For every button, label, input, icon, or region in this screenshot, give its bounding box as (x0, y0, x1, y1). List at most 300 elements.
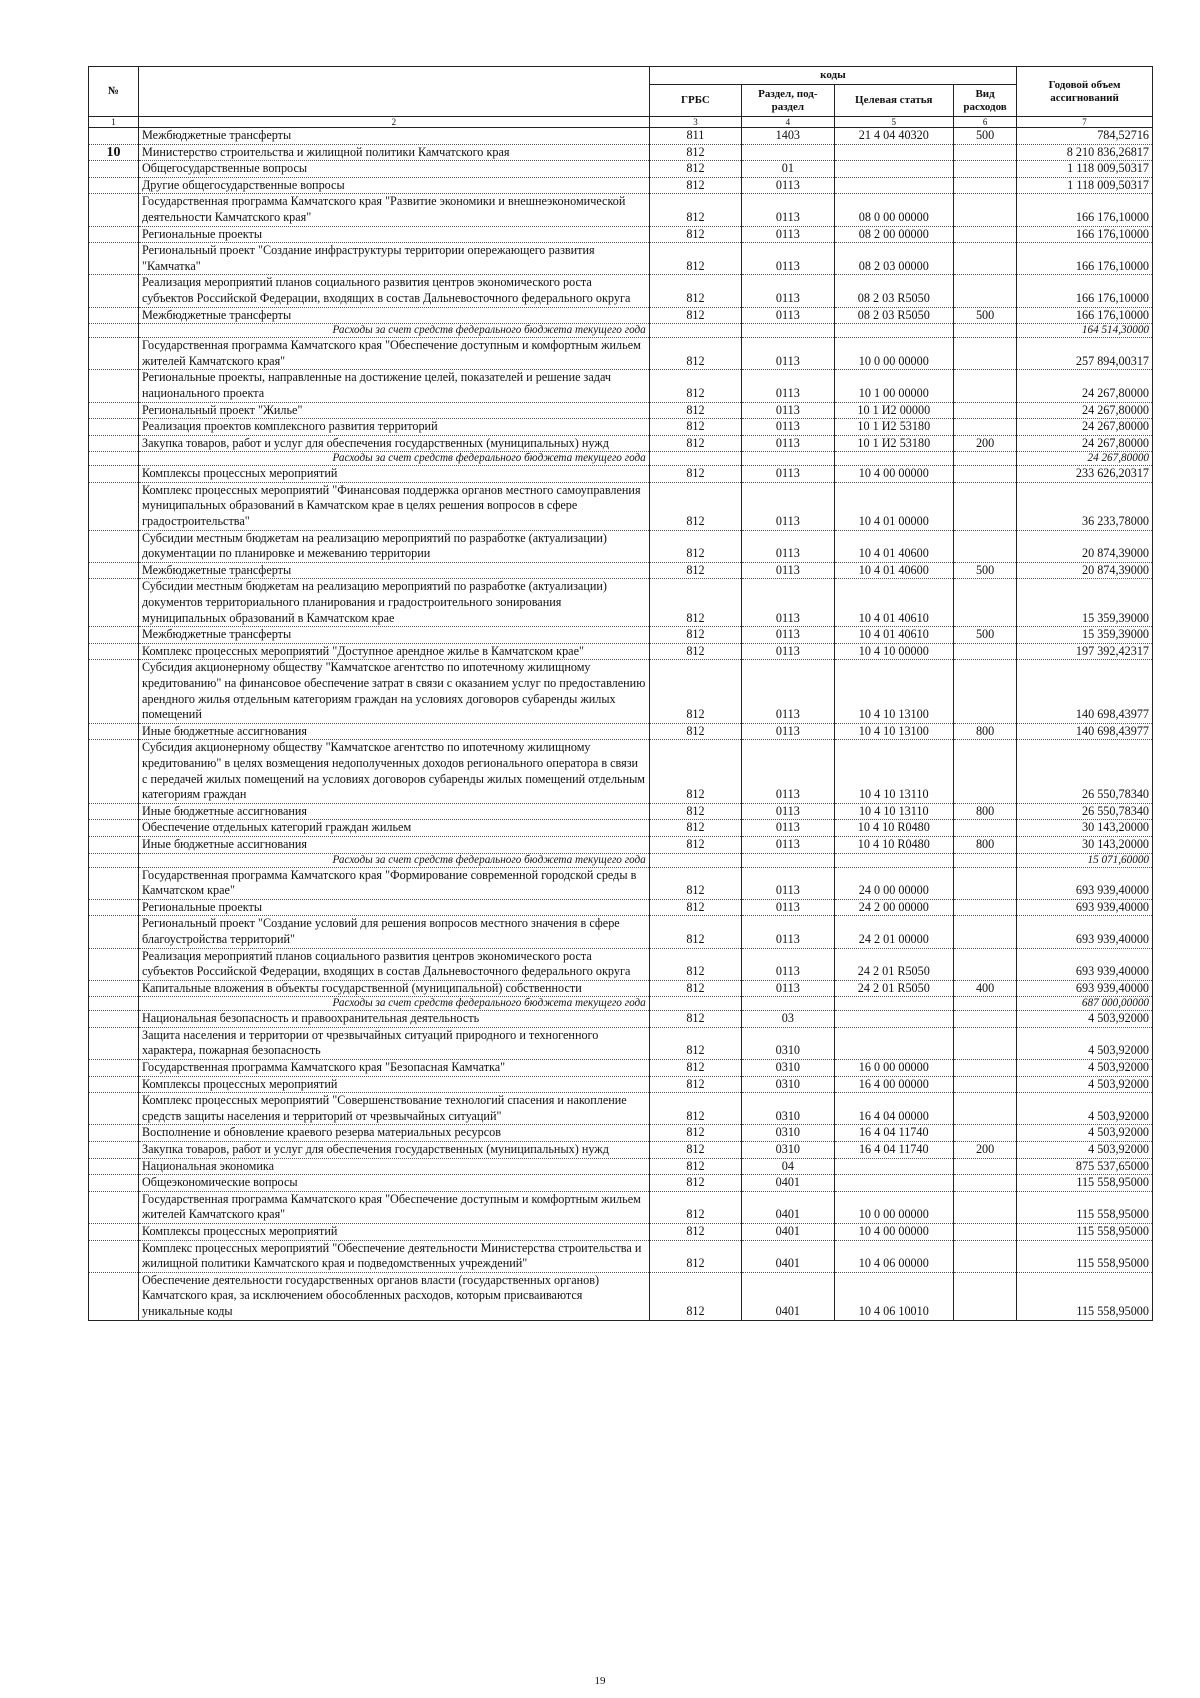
row-grbs: 812 (649, 1093, 741, 1125)
row-grbs: 812 (649, 226, 741, 243)
row-number (89, 723, 139, 740)
row-target-article (834, 853, 954, 867)
row-expense-type (954, 867, 1017, 899)
row-name: Региональный проект "Жилье" (138, 402, 649, 419)
note-row (89, 853, 1153, 867)
row-target-article: 21 4 04 40320 (834, 128, 954, 145)
row-amount: 693 939,40000 (1017, 916, 1153, 948)
row-number (89, 740, 139, 803)
row-grbs (649, 324, 741, 338)
row-amount: 166 176,10000 (1017, 307, 1153, 324)
row-target-article: 10 0 00 00000 (834, 1191, 954, 1223)
table-row (89, 1240, 1153, 1272)
row-target-article: 10 1 00 00000 (834, 370, 954, 402)
row-grbs: 812 (649, 916, 741, 948)
row-section: 0113 (742, 916, 834, 948)
row-number (89, 338, 139, 370)
row-number (89, 1158, 139, 1175)
table-row (89, 275, 1153, 307)
row-amount: 4 503,92000 (1017, 1027, 1153, 1059)
row-number (89, 867, 139, 899)
row-section: 0113 (742, 226, 834, 243)
row-grbs: 812 (649, 1076, 741, 1093)
table-row (89, 307, 1153, 324)
row-section: 0113 (742, 177, 834, 194)
row-grbs: 812 (649, 161, 741, 178)
row-expense-type: 200 (954, 435, 1017, 452)
row-expense-type: 500 (954, 562, 1017, 579)
row-number (89, 275, 139, 307)
row-grbs: 812 (649, 1011, 741, 1028)
row-grbs: 812 (649, 579, 741, 627)
row-expense-type (954, 660, 1017, 723)
row-name: Другие общегосударственные вопросы (138, 177, 649, 194)
row-grbs: 812 (649, 1125, 741, 1142)
row-name: Общеэкономические вопросы (138, 1175, 649, 1192)
row-number (89, 226, 139, 243)
row-target-article: 10 4 06 00000 (834, 1240, 954, 1272)
row-number (89, 435, 139, 452)
row-grbs: 812 (649, 740, 741, 803)
row-number (89, 1272, 139, 1320)
row-expense-type (954, 820, 1017, 837)
row-section: 0113 (742, 307, 834, 324)
row-amount: 15 359,39000 (1017, 579, 1153, 627)
row-section: 0310 (742, 1060, 834, 1077)
row-name: Субсидия акционерному обществу "Камчатское агентство по ипотечному жилищному кредитованию" в целях возмещения недополученных доходов регионального оператора в связи с передачей жилых помещений на условиях договоров субаренды жилых помещений отдельным категориям граждан (138, 740, 649, 803)
row-expense-type (954, 1240, 1017, 1272)
row-expense-type (954, 243, 1017, 275)
row-target-article (834, 324, 954, 338)
row-grbs: 812 (649, 948, 741, 980)
table-row (89, 161, 1153, 178)
row-grbs: 812 (649, 980, 741, 997)
row-section: 0401 (742, 1175, 834, 1192)
row-target-article: 10 4 06 10010 (834, 1272, 954, 1320)
row-section: 0113 (742, 948, 834, 980)
row-name: Межбюджетные трансферты (138, 627, 649, 644)
row-section: 0310 (742, 1027, 834, 1059)
row-name: Обеспечение отдельных категорий граждан жильем (138, 820, 649, 837)
row-number (89, 820, 139, 837)
row-grbs: 812 (649, 627, 741, 644)
row-target-article: 24 2 00 00000 (834, 899, 954, 916)
table-row (89, 338, 1153, 370)
row-name: Межбюджетные трансферты (138, 562, 649, 579)
row-target-article: 16 4 04 11740 (834, 1142, 954, 1159)
row-section: 1403 (742, 128, 834, 145)
row-name: Государственная программа Камчатского края "Обеспечение доступным и комфортным жильем жителей Камчатского края" (138, 1191, 649, 1223)
row-name: Общегосударственные вопросы (138, 161, 649, 178)
row-amount: 693 939,40000 (1017, 948, 1153, 980)
row-amount: 24 267,80000 (1017, 402, 1153, 419)
row-name: Реализация проектов комплексного развития территорий (138, 419, 649, 436)
row-number (89, 1093, 139, 1125)
row-amount: 24 267,80000 (1017, 452, 1153, 466)
row-expense-type (954, 144, 1017, 161)
row-amount: 1 118 009,50317 (1017, 161, 1153, 178)
row-section: 0113 (742, 466, 834, 483)
header-colnum: 5 (834, 117, 954, 128)
row-name: Государственная программа Камчатского края "Формирование современной городской среды в Камчатском крае" (138, 867, 649, 899)
row-section (742, 853, 834, 867)
row-number (89, 627, 139, 644)
row-number (89, 402, 139, 419)
note-row (89, 997, 1153, 1011)
row-target-article: 10 4 00 00000 (834, 466, 954, 483)
table-row (89, 1027, 1153, 1059)
row-number (89, 853, 139, 867)
row-target-article: 08 0 00 00000 (834, 194, 954, 226)
note-row (89, 324, 1153, 338)
row-number (89, 1027, 139, 1059)
row-name: Комплексы процессных мероприятий (138, 466, 649, 483)
row-amount: 140 698,43977 (1017, 660, 1153, 723)
row-grbs: 812 (649, 1240, 741, 1272)
row-name: Комплекс процессных мероприятий "Финансовая поддержка органов местного самоуправления муниципальных образований в Камчатском крае в целях решения вопросов в сфере градостроительства" (138, 482, 649, 530)
row-expense-type (954, 419, 1017, 436)
row-name: Расходы за счет средств федерального бюджета текущего года (138, 853, 649, 867)
row-target-article (834, 144, 954, 161)
row-target-article: 16 4 00 00000 (834, 1076, 954, 1093)
table-row (89, 740, 1153, 803)
table-row (89, 948, 1153, 980)
row-grbs (649, 997, 741, 1011)
row-target-article (834, 1158, 954, 1175)
row-target-article: 10 4 01 40600 (834, 562, 954, 579)
table-row (89, 226, 1153, 243)
row-section: 0113 (742, 867, 834, 899)
row-grbs: 812 (649, 1060, 741, 1077)
row-expense-type (954, 1076, 1017, 1093)
row-name: Региональный проект "Создание инфраструктуры территории опережающего развития "Камчатка" (138, 243, 649, 275)
row-name: Национальная экономика (138, 1158, 649, 1175)
row-grbs: 812 (649, 307, 741, 324)
table-row (89, 1191, 1153, 1223)
row-section: 0113 (742, 275, 834, 307)
row-amount: 687 000,00000 (1017, 997, 1153, 1011)
row-target-article: 16 0 00 00000 (834, 1060, 954, 1077)
table-row (89, 1175, 1153, 1192)
row-amount: 24 267,80000 (1017, 370, 1153, 402)
row-amount: 30 143,20000 (1017, 836, 1153, 853)
row-expense-type (954, 740, 1017, 803)
row-expense-type (954, 579, 1017, 627)
row-expense-type (954, 1060, 1017, 1077)
row-section: 0113 (742, 370, 834, 402)
row-expense-type (954, 1125, 1017, 1142)
row-name: Региональные проекты, направленные на достижение целей, показателей и решение задач национального проекта (138, 370, 649, 402)
header-grbs: ГРБС (649, 85, 741, 117)
row-target-article: 10 4 10 R0480 (834, 836, 954, 853)
row-name: Субсидия акционерному обществу "Камчатское агентство по ипотечному жилищному кредитованию" на финансовое обеспечение затрат в связи с оказанием услуг по предоставлению арендного жилья отдельным категориям граждан на условиях договоров субаренды жилых помещений (138, 660, 649, 723)
row-expense-type (954, 482, 1017, 530)
row-expense-type (954, 370, 1017, 402)
row-grbs (649, 452, 741, 466)
row-section: 0113 (742, 820, 834, 837)
row-name: Государственная программа Камчатского края "Безопасная Камчатка" (138, 1060, 649, 1077)
table-row (89, 1060, 1153, 1077)
row-target-article: 16 4 04 11740 (834, 1125, 954, 1142)
row-target-article: 10 0 00 00000 (834, 338, 954, 370)
row-section: 0310 (742, 1093, 834, 1125)
row-name: Комплексы процессных мероприятий (138, 1224, 649, 1241)
table-row (89, 435, 1153, 452)
row-expense-type (954, 916, 1017, 948)
row-target-article: 10 4 01 00000 (834, 482, 954, 530)
row-name: Расходы за счет средств федерального бюджета текущего года (138, 997, 649, 1011)
row-grbs: 812 (649, 803, 741, 820)
row-section (742, 997, 834, 1011)
row-number (89, 482, 139, 530)
row-name: Расходы за счет средств федерального бюджета текущего года (138, 324, 649, 338)
row-expense-type: 200 (954, 1142, 1017, 1159)
row-amount: 693 939,40000 (1017, 980, 1153, 997)
row-target-article: 10 4 00 00000 (834, 1224, 954, 1241)
row-grbs: 812 (649, 660, 741, 723)
row-grbs: 812 (649, 1272, 741, 1320)
row-target-article: 10 1 И2 53180 (834, 419, 954, 436)
row-section: 0113 (742, 899, 834, 916)
header-colnum: 2 (138, 117, 649, 128)
row-section: 0113 (742, 338, 834, 370)
row-amount: 8 210 836,26817 (1017, 144, 1153, 161)
row-number (89, 899, 139, 916)
table-row (89, 1142, 1153, 1159)
row-section: 0113 (742, 643, 834, 660)
header-name (138, 67, 649, 117)
table-row (89, 643, 1153, 660)
row-expense-type: 400 (954, 980, 1017, 997)
row-number (89, 370, 139, 402)
row-expense-type: 500 (954, 627, 1017, 644)
row-name: Иные бюджетные ассигнования (138, 836, 649, 853)
row-amount: 784,52716 (1017, 128, 1153, 145)
row-number (89, 997, 139, 1011)
row-target-article: 08 2 03 00000 (834, 243, 954, 275)
row-number (89, 836, 139, 853)
row-target-article: 10 4 01 40610 (834, 579, 954, 627)
row-amount: 4 503,92000 (1017, 1142, 1153, 1159)
row-target-article: 08 2 03 R5050 (834, 275, 954, 307)
row-section: 0113 (742, 402, 834, 419)
row-amount: 115 558,95000 (1017, 1191, 1153, 1223)
row-target-article: 10 4 10 13110 (834, 740, 954, 803)
row-number (89, 1191, 139, 1223)
row-expense-type (954, 161, 1017, 178)
row-grbs: 812 (649, 723, 741, 740)
row-section: 0401 (742, 1240, 834, 1272)
table-row (89, 1224, 1153, 1241)
row-section: 0113 (742, 419, 834, 436)
row-target-article (834, 1175, 954, 1192)
row-name: Субсидии местным бюджетам на реализацию мероприятий по разработке (актуализации) документов территориального планирования и градостроительного зонирования муниципальных образований в Камчатском крае (138, 579, 649, 627)
table-row (89, 660, 1153, 723)
row-section: 0401 (742, 1224, 834, 1241)
row-number (89, 660, 139, 723)
row-amount: 197 392,42317 (1017, 643, 1153, 660)
row-amount: 36 233,78000 (1017, 482, 1153, 530)
row-number (89, 194, 139, 226)
row-grbs: 812 (649, 643, 741, 660)
header-colnum: 6 (954, 117, 1017, 128)
row-section: 04 (742, 1158, 834, 1175)
row-expense-type (954, 948, 1017, 980)
row-grbs: 812 (649, 419, 741, 436)
row-section (742, 144, 834, 161)
budget-rows (89, 128, 1153, 1321)
row-amount: 4 503,92000 (1017, 1125, 1153, 1142)
row-amount: 164 514,30000 (1017, 324, 1153, 338)
row-section: 0113 (742, 723, 834, 740)
row-expense-type (954, 177, 1017, 194)
row-section: 0113 (742, 660, 834, 723)
row-name: Обеспечение деятельности государственных органов власти (государственных органов) Камчатского края, за исключением обособленных расходов, которым присваиваются уникальные коды (138, 1272, 649, 1320)
table-row (89, 723, 1153, 740)
row-target-article (834, 161, 954, 178)
row-target-article: 10 1 И2 00000 (834, 402, 954, 419)
row-number (89, 466, 139, 483)
table-row (89, 1125, 1153, 1142)
table-row (89, 1076, 1153, 1093)
row-expense-type (954, 1224, 1017, 1241)
row-amount: 693 939,40000 (1017, 899, 1153, 916)
table-row (89, 402, 1153, 419)
row-expense-type (954, 1158, 1017, 1175)
row-expense-type: 800 (954, 803, 1017, 820)
header-colnum: 7 (1017, 117, 1153, 128)
row-grbs: 812 (649, 899, 741, 916)
row-number (89, 324, 139, 338)
row-target-article: 08 2 03 R5050 (834, 307, 954, 324)
row-amount: 1 118 009,50317 (1017, 177, 1153, 194)
row-number (89, 980, 139, 997)
row-name: Комплексы процессных мероприятий (138, 1076, 649, 1093)
row-amount: 140 698,43977 (1017, 723, 1153, 740)
row-grbs: 812 (649, 435, 741, 452)
row-name: Государственная программа Камчатского края "Обеспечение доступным и комфортным жильем жителей Камчатского края" (138, 338, 649, 370)
table-row (89, 466, 1153, 483)
row-expense-type (954, 853, 1017, 867)
table-row (89, 899, 1153, 916)
row-target-article (834, 452, 954, 466)
note-row (89, 452, 1153, 466)
row-name: Закупка товаров, работ и услуг для обеспечения государственных (муниципальных) нужд (138, 435, 649, 452)
row-section: 0310 (742, 1076, 834, 1093)
table-row (89, 482, 1153, 530)
row-number (89, 643, 139, 660)
row-number (89, 243, 139, 275)
table-row (89, 820, 1153, 837)
row-target-article: 10 4 10 13110 (834, 803, 954, 820)
table-row (89, 144, 1153, 161)
row-section: 0113 (742, 980, 834, 997)
row-target-article: 10 1 И2 53180 (834, 435, 954, 452)
row-grbs: 812 (649, 243, 741, 275)
row-name: Капитальные вложения в объекты государственной (муниципальной) собственности (138, 980, 649, 997)
row-amount: 166 176,10000 (1017, 243, 1153, 275)
row-number (89, 1175, 139, 1192)
row-grbs: 812 (649, 482, 741, 530)
row-expense-type (954, 324, 1017, 338)
row-grbs: 812 (649, 1175, 741, 1192)
row-section: 0113 (742, 803, 834, 820)
row-number (89, 803, 139, 820)
row-name: Межбюджетные трансферты (138, 307, 649, 324)
header-target: Целевая статья (834, 85, 954, 117)
row-amount: 233 626,20317 (1017, 466, 1153, 483)
row-section: 0113 (742, 740, 834, 803)
row-number: 10 (89, 144, 139, 161)
row-section: 0310 (742, 1125, 834, 1142)
row-number (89, 177, 139, 194)
row-section: 0310 (742, 1142, 834, 1159)
row-target-article: 10 4 10 13100 (834, 660, 954, 723)
row-target-article: 10 4 10 00000 (834, 643, 954, 660)
row-grbs: 812 (649, 867, 741, 899)
row-target-article: 10 4 10 R0480 (834, 820, 954, 837)
row-section (742, 324, 834, 338)
table-row (89, 579, 1153, 627)
table-row (89, 1011, 1153, 1028)
row-amount: 15 359,39000 (1017, 627, 1153, 644)
row-grbs: 812 (649, 836, 741, 853)
table-row (89, 980, 1153, 997)
row-amount: 115 558,95000 (1017, 1224, 1153, 1241)
row-number (89, 1125, 139, 1142)
row-target-article: 24 2 01 00000 (834, 916, 954, 948)
row-amount: 4 503,92000 (1017, 1076, 1153, 1093)
row-target-article (834, 177, 954, 194)
row-grbs: 812 (649, 1191, 741, 1223)
row-grbs: 812 (649, 144, 741, 161)
table-row (89, 1272, 1153, 1320)
row-amount: 26 550,78340 (1017, 740, 1153, 803)
row-expense-type (954, 466, 1017, 483)
table-row (89, 1158, 1153, 1175)
row-number (89, 1060, 139, 1077)
row-grbs: 812 (649, 466, 741, 483)
row-number (89, 562, 139, 579)
row-section: 0401 (742, 1191, 834, 1223)
row-amount: 15 071,60000 (1017, 853, 1153, 867)
row-expense-type (954, 899, 1017, 916)
row-number (89, 1011, 139, 1028)
row-name: Межбюджетные трансферты (138, 128, 649, 145)
row-grbs: 812 (649, 177, 741, 194)
row-section: 03 (742, 1011, 834, 1028)
row-name: Региональный проект "Создание условий для решения вопросов местного значения в сфере благоустройства территорий" (138, 916, 649, 948)
row-section (742, 452, 834, 466)
row-amount: 115 558,95000 (1017, 1240, 1153, 1272)
row-target-article: 24 2 01 R5050 (834, 980, 954, 997)
row-number (89, 452, 139, 466)
row-grbs: 812 (649, 1158, 741, 1175)
row-expense-type: 500 (954, 307, 1017, 324)
row-number (89, 948, 139, 980)
row-section: 0113 (742, 836, 834, 853)
row-section: 0113 (742, 482, 834, 530)
row-section: 0113 (742, 243, 834, 275)
row-expense-type (954, 275, 1017, 307)
row-amount: 4 503,92000 (1017, 1093, 1153, 1125)
row-expense-type (954, 1011, 1017, 1028)
row-expense-type (954, 1093, 1017, 1125)
row-amount: 115 558,95000 (1017, 1272, 1153, 1320)
row-amount: 166 176,10000 (1017, 194, 1153, 226)
row-amount: 4 503,92000 (1017, 1060, 1153, 1077)
row-grbs: 812 (649, 530, 741, 562)
